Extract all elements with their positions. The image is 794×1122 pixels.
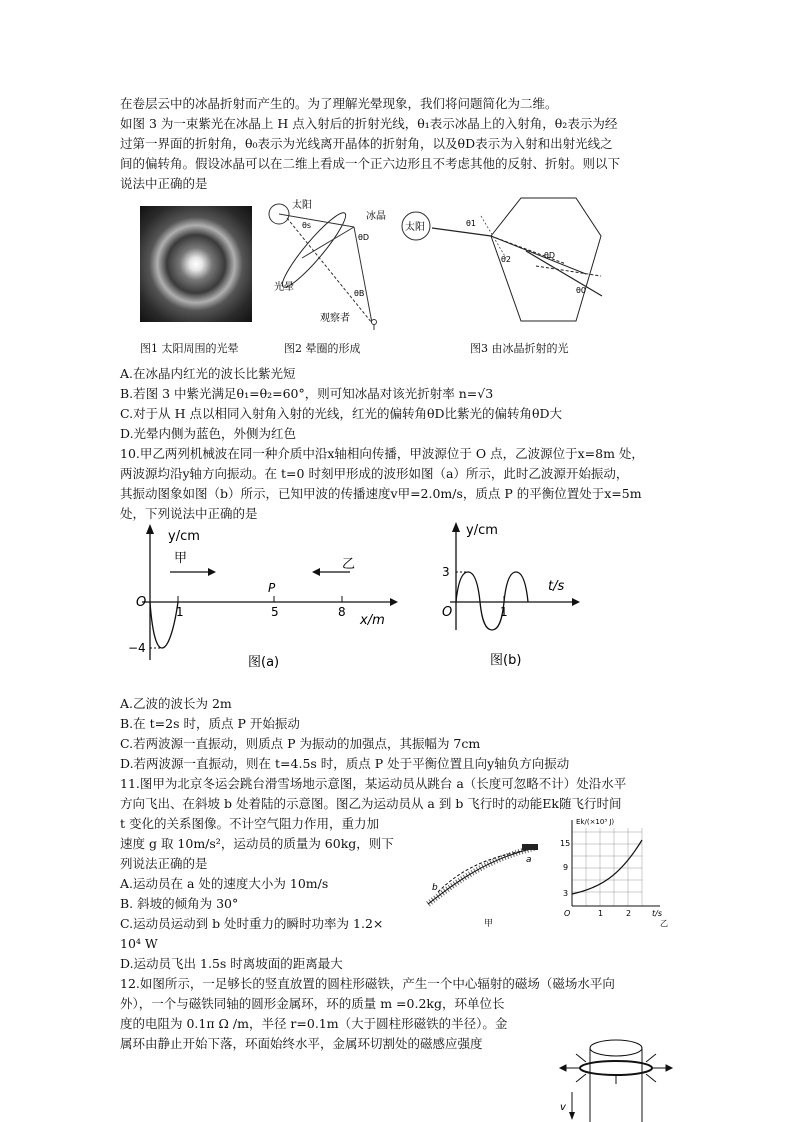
q11-line-1: 11.图甲为北京冬运会跳台滑雪场地示意图，某运动员从跳台 a（长度可忽略不计）处沿水平 <box>120 776 627 791</box>
point-p: P <box>268 581 276 595</box>
intro-line-2: 如图 3 为一束紫光在冰晶上 H 点入射后的折射光线，θ₁表示冰晶上的入射角，θ₂表示为经 <box>120 116 618 131</box>
q12-line-4: 属环由静止开始下落，环面始终水平，金属环切割处的磁感应强度 <box>120 1036 483 1051</box>
q11-option-a: A.运动员在 a 处的速度大小为 10m/s <box>120 876 329 891</box>
velocity-label: v <box>560 1102 566 1113</box>
q9-option-d: D.光晕内侧为蓝色，外侧为红色 <box>120 426 297 441</box>
q10-option-a: A.乙波的波长为 2m <box>120 696 232 711</box>
tlabel-b: t/s <box>548 579 565 594</box>
point-b: b <box>432 883 438 893</box>
ylabel-b: y/cm <box>466 523 498 538</box>
ek-origin: O <box>564 909 571 918</box>
q11-line-5: 列说法正确的是 <box>120 856 208 871</box>
fig11-yi: 乙 <box>660 919 668 928</box>
metal-ring <box>580 1061 652 1075</box>
q9-option-c: C.对于从 H 点以相同入射角入射的光线，红光的偏转角θD比紫光的偏转角θD大 <box>120 406 563 421</box>
t1-label: θ1 <box>466 219 476 228</box>
vibration-yi <box>456 572 528 630</box>
wave-jia <box>150 602 178 648</box>
q9-option-b: B.若图 3 中紫光满足θ₁=θ₂=60°，则可知冰晶对该光折射率 n=√3 <box>120 386 494 401</box>
t2-label: θ2 <box>501 255 511 264</box>
q10-line-2: 两波源均沿y轴方向振动。在 t=0 时刻甲形成的波形如图（a）所示，此时乙波源开始振动， <box>120 466 629 481</box>
xlabel-a: x/m <box>360 613 385 628</box>
intro-line-1: 在卷层云中的冰晶折射而产生的。为了理解光晕现象，我们将问题简化为二维。 <box>120 96 558 111</box>
theta-d-label: θD <box>358 233 370 242</box>
q9-option-a: A.在冰晶内红光的波长比紫光短 <box>120 366 296 381</box>
ek-ylabel: Ek/(×10³ J) <box>576 818 615 826</box>
ski-jump-figure <box>424 830 554 930</box>
q11-option-c-2: 10⁴ W <box>120 936 158 951</box>
halo-label: 光晕 <box>274 282 294 293</box>
q10-option-b: B.在 t=2s 时，质点 P 开始振动 <box>120 716 300 731</box>
intro-line-3: 过第一界面的折射角，θ₀表示为光线离开晶体的折射角，以及θD表示为入射和出射光线之 <box>120 136 613 151</box>
figure-halo-formation <box>262 198 402 333</box>
q10-line-4: 处，下列说法中正确的是 <box>120 506 258 521</box>
q10-line-3: 其振动图象如图（b）所示，已知甲波的传播速度v甲=2.0m/s，质点 P 的平衡位置处于x=5m <box>120 486 642 501</box>
tick-1: 1 <box>176 605 184 619</box>
tick-1-b: 1 <box>500 605 508 619</box>
q11-option-c-1: C.运动员运动到 b 处时重力的瞬时功率为 1.2× <box>120 916 384 931</box>
wave-figure-b <box>436 520 586 670</box>
wave-figure-a <box>128 520 408 675</box>
q11-option-b: B. 斜坡的倾角为 30° <box>120 896 239 911</box>
intro-line-5: 说法中正确的是 <box>120 176 208 191</box>
q12-line-1: 12.如图所示，一足够长的竖直放置的圆柱形磁铁，产生一个中心辐射的磁场（磁场水平向 <box>120 976 615 991</box>
ylabel-a: y/cm <box>168 529 200 544</box>
crystal-label: 冰晶 <box>366 211 386 222</box>
origin-b: O <box>442 605 453 620</box>
fig11-jia: 甲 <box>484 919 494 929</box>
jia-label: 甲 <box>174 551 188 566</box>
t0-label: θ0 <box>576 286 586 295</box>
sun-label: 太阳 <box>292 200 312 211</box>
tick-8: 8 <box>338 605 346 619</box>
ek-y3: 3 <box>563 889 569 898</box>
ek-y15: 15 <box>560 839 571 848</box>
caption-a: 图(a) <box>248 655 280 670</box>
td-label: θD <box>544 251 556 260</box>
origin-a: O <box>136 595 147 610</box>
figure-crystal-refraction <box>396 196 606 336</box>
fig1-caption: 图1 太阳周围的光晕 <box>140 342 239 355</box>
observer-label: 观察者 <box>320 313 350 324</box>
ek-curve <box>572 840 642 894</box>
tick-5: 5 <box>271 605 279 619</box>
q10-option-d: D.若两波源一直振动，则在 t=4.5s 时，质点 P 处于平衡位置且向y轴负方向振动 <box>120 756 570 771</box>
point-a: a <box>526 855 532 865</box>
ek-x1: 1 <box>598 909 604 918</box>
ek-y9: 9 <box>563 863 569 872</box>
magnet-ring-figure <box>556 1034 676 1122</box>
q12-line-3: 度的电阻为 0.1π Ω /m，半径 r=0.1m（大于圆柱形磁铁的半径）。金 <box>120 1016 508 1031</box>
ek-xlabel: t/s <box>652 909 662 918</box>
tick-neg4: −4 <box>128 641 146 655</box>
q10-option-c: C.若两波源一直振动，则质点 P 为振动的加强点，其振幅为 7cm <box>120 736 481 751</box>
theta-b-label: θB <box>354 289 365 298</box>
yi-label: 乙 <box>342 557 356 572</box>
figure-halo-photo <box>140 206 252 322</box>
sun-label-3: 太阳 <box>405 222 425 233</box>
caption-b: 图(b) <box>490 653 522 668</box>
fig3-caption: 图3 由冰晶折射的光 <box>470 342 569 355</box>
ek-x2: 2 <box>626 909 632 918</box>
q11-line-2: 方向飞出、在斜坡 b 处着陆的示意图。图乙为运动员从 a 到 b 飞行时的动能Ek随飞行时间 <box>120 796 622 811</box>
q11-line-4: 速度 g 取 10m/s²，运动员的质量为 60kg，则下 <box>120 836 394 851</box>
q11-option-d: D.运动员飞出 1.5s 时离坡面的距离最大 <box>120 956 343 971</box>
q12-line-2: 外），一个与磁铁同轴的圆形金属环，环的质量 m =0.2kg，环单位长 <box>120 996 505 1011</box>
q10-line-1: 10.甲乙两列机械波在同一种介质中沿x轴相向传播，甲波源位于 O 点，乙波源位于x=8m 处， <box>120 446 644 461</box>
theta-s-label: θs <box>302 221 312 230</box>
q11-line-3: t 变化的关系图像。不计空气阻力作用，重力加 <box>120 816 379 831</box>
ek-time-graph <box>560 814 680 929</box>
tick-3: 3 <box>442 565 450 579</box>
fig2-caption: 图2 晕圈的形成 <box>284 342 361 355</box>
intro-line-4: 间的偏转角。假设冰晶可以在二维上看成一个正六边形且不考虑其他的反射、折射。则以下 <box>120 156 621 171</box>
